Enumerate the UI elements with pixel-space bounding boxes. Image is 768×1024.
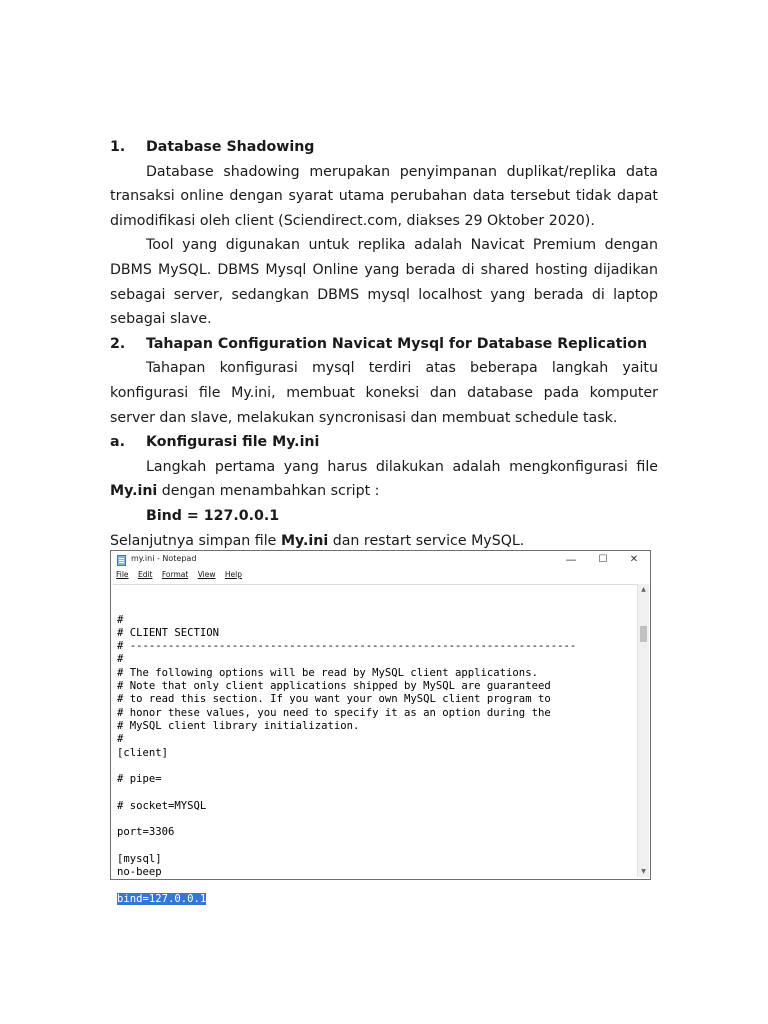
scroll-up-icon[interactable]: ▲ — [641, 586, 646, 593]
paragraph-line: sebagai slave. — [110, 311, 212, 328]
editor-line: [mysql] — [117, 852, 162, 865]
editor-line: # pipe= — [117, 773, 162, 786]
editor-line: [client] — [117, 746, 169, 759]
editor-line: # The following options will be read by MySQL client applications. — [117, 666, 538, 679]
editor-line: # — [117, 653, 124, 666]
menu-edit[interactable]: Edit — [137, 570, 153, 579]
paragraph-line — [110, 481, 658, 506]
section-title: Konfigurasi file My.ini — [146, 434, 320, 451]
editor-line — [117, 840, 576, 853]
paragraph-text: dengan menambahkan script : — [157, 483, 380, 500]
menu-view[interactable]: View — [197, 570, 216, 579]
paragraph-line: Langkah pertama yang harus dilakukan adalah mengkonfigurasi file — [146, 458, 658, 475]
scroll-down-icon[interactable]: ▼ — [641, 868, 646, 875]
paragraph-line: dimodifikasi oleh client (Sciendirect.com, diakses 29 Oktober 2020). — [110, 212, 595, 229]
section-1-heading — [110, 137, 658, 162]
filename-bold: My.ini — [280, 532, 329, 549]
editor-line — [117, 880, 576, 893]
maximize-icon[interactable]: ☐ — [598, 554, 608, 565]
scrollbar-thumb[interactable] — [640, 626, 647, 642]
bind-script: Bind = 127.0.0.1 — [146, 507, 280, 524]
section-number: 1. — [110, 139, 126, 155]
section-number: 2. — [110, 335, 126, 352]
paragraph-line: transaksi online dengan syarat utama perubahan data tersebut tidak dapat — [110, 188, 658, 205]
editor-line — [117, 786, 576, 799]
editor-line: no-beep — [117, 866, 162, 879]
window-title: my.ini - Notepad — [131, 554, 197, 563]
paragraph-text: Selanjutnya simpan file — [110, 532, 281, 549]
selected-text[interactable]: bind=127.0.0.1 — [117, 892, 207, 905]
section-2-heading — [110, 334, 658, 359]
editor-line: # — [117, 613, 124, 626]
editor-line: # socket=MYSQL — [117, 799, 207, 812]
section-number: a. — [110, 434, 125, 451]
section-a-heading — [110, 432, 658, 457]
close-icon[interactable]: ✕ — [629, 554, 639, 565]
editor-content[interactable] — [117, 587, 576, 919]
editor-line: # MySQL client library initialization. — [117, 719, 360, 732]
notepad-title-bar[interactable] — [111, 551, 650, 570]
editor-line: # honor these values, you need to specify it as an option during the — [117, 706, 551, 719]
filename-bold: My.ini — [110, 483, 158, 500]
editor-line — [117, 813, 576, 826]
editor-line: port=3306 — [117, 826, 175, 839]
paragraph-line: Tool yang digunakan untuk replika adalah Navicat Premium dengan — [146, 237, 658, 254]
editor-line: # — [117, 733, 124, 746]
paragraph-line: server dan slave, melakukan syncronisasi dan membuat schedule task. — [110, 409, 618, 426]
paragraph-line: Tahapan konfigurasi mysql terdiri atas beberapa langkah yaitu — [146, 360, 658, 377]
editor-lines — [117, 614, 576, 893]
paragraph-line: DBMS MySQL. DBMS Mysql Online yang berada di shared hosting dijadikan — [110, 261, 658, 278]
editor-line — [117, 760, 576, 773]
paragraph-line: konfigurasi file My.ini, membuat koneksi dan database pada komputer — [110, 384, 658, 401]
menu-help[interactable]: Help — [224, 570, 243, 579]
editor-line: # ---------------------------------------------------------------------- — [117, 640, 577, 653]
document-body — [110, 137, 658, 555]
paragraph-line: Database shadowing merupakan penyimpanan duplikat/replika data — [146, 163, 658, 180]
paragraph-text: dan restart service MySQL. — [328, 532, 525, 549]
section-title: Tahapan Configuration Navicat Mysql for Database Replication — [146, 335, 648, 352]
notepad-icon — [117, 555, 126, 566]
script-line — [110, 506, 658, 531]
menu-file[interactable]: File — [116, 570, 129, 579]
menu-format[interactable]: Format — [161, 570, 189, 579]
vertical-scrollbar[interactable] — [637, 584, 649, 877]
editor-line: # to read this section. If you want your own MySQL client program to — [117, 693, 551, 706]
editor-line: # Note that only client applications shipped by MySQL are guaranteed — [117, 680, 551, 693]
menu-bar — [111, 570, 650, 583]
notepad-window — [110, 550, 651, 905]
editor-line: # CLIENT SECTION — [117, 626, 220, 639]
text-editor-area[interactable] — [113, 584, 639, 905]
minimize-icon[interactable]: — — [565, 553, 577, 566]
section-title: Database Shadowing — [146, 139, 315, 155]
paragraph-line: sebagai server, sedangkan DBMS mysql localhost yang berada di laptop — [110, 286, 658, 303]
